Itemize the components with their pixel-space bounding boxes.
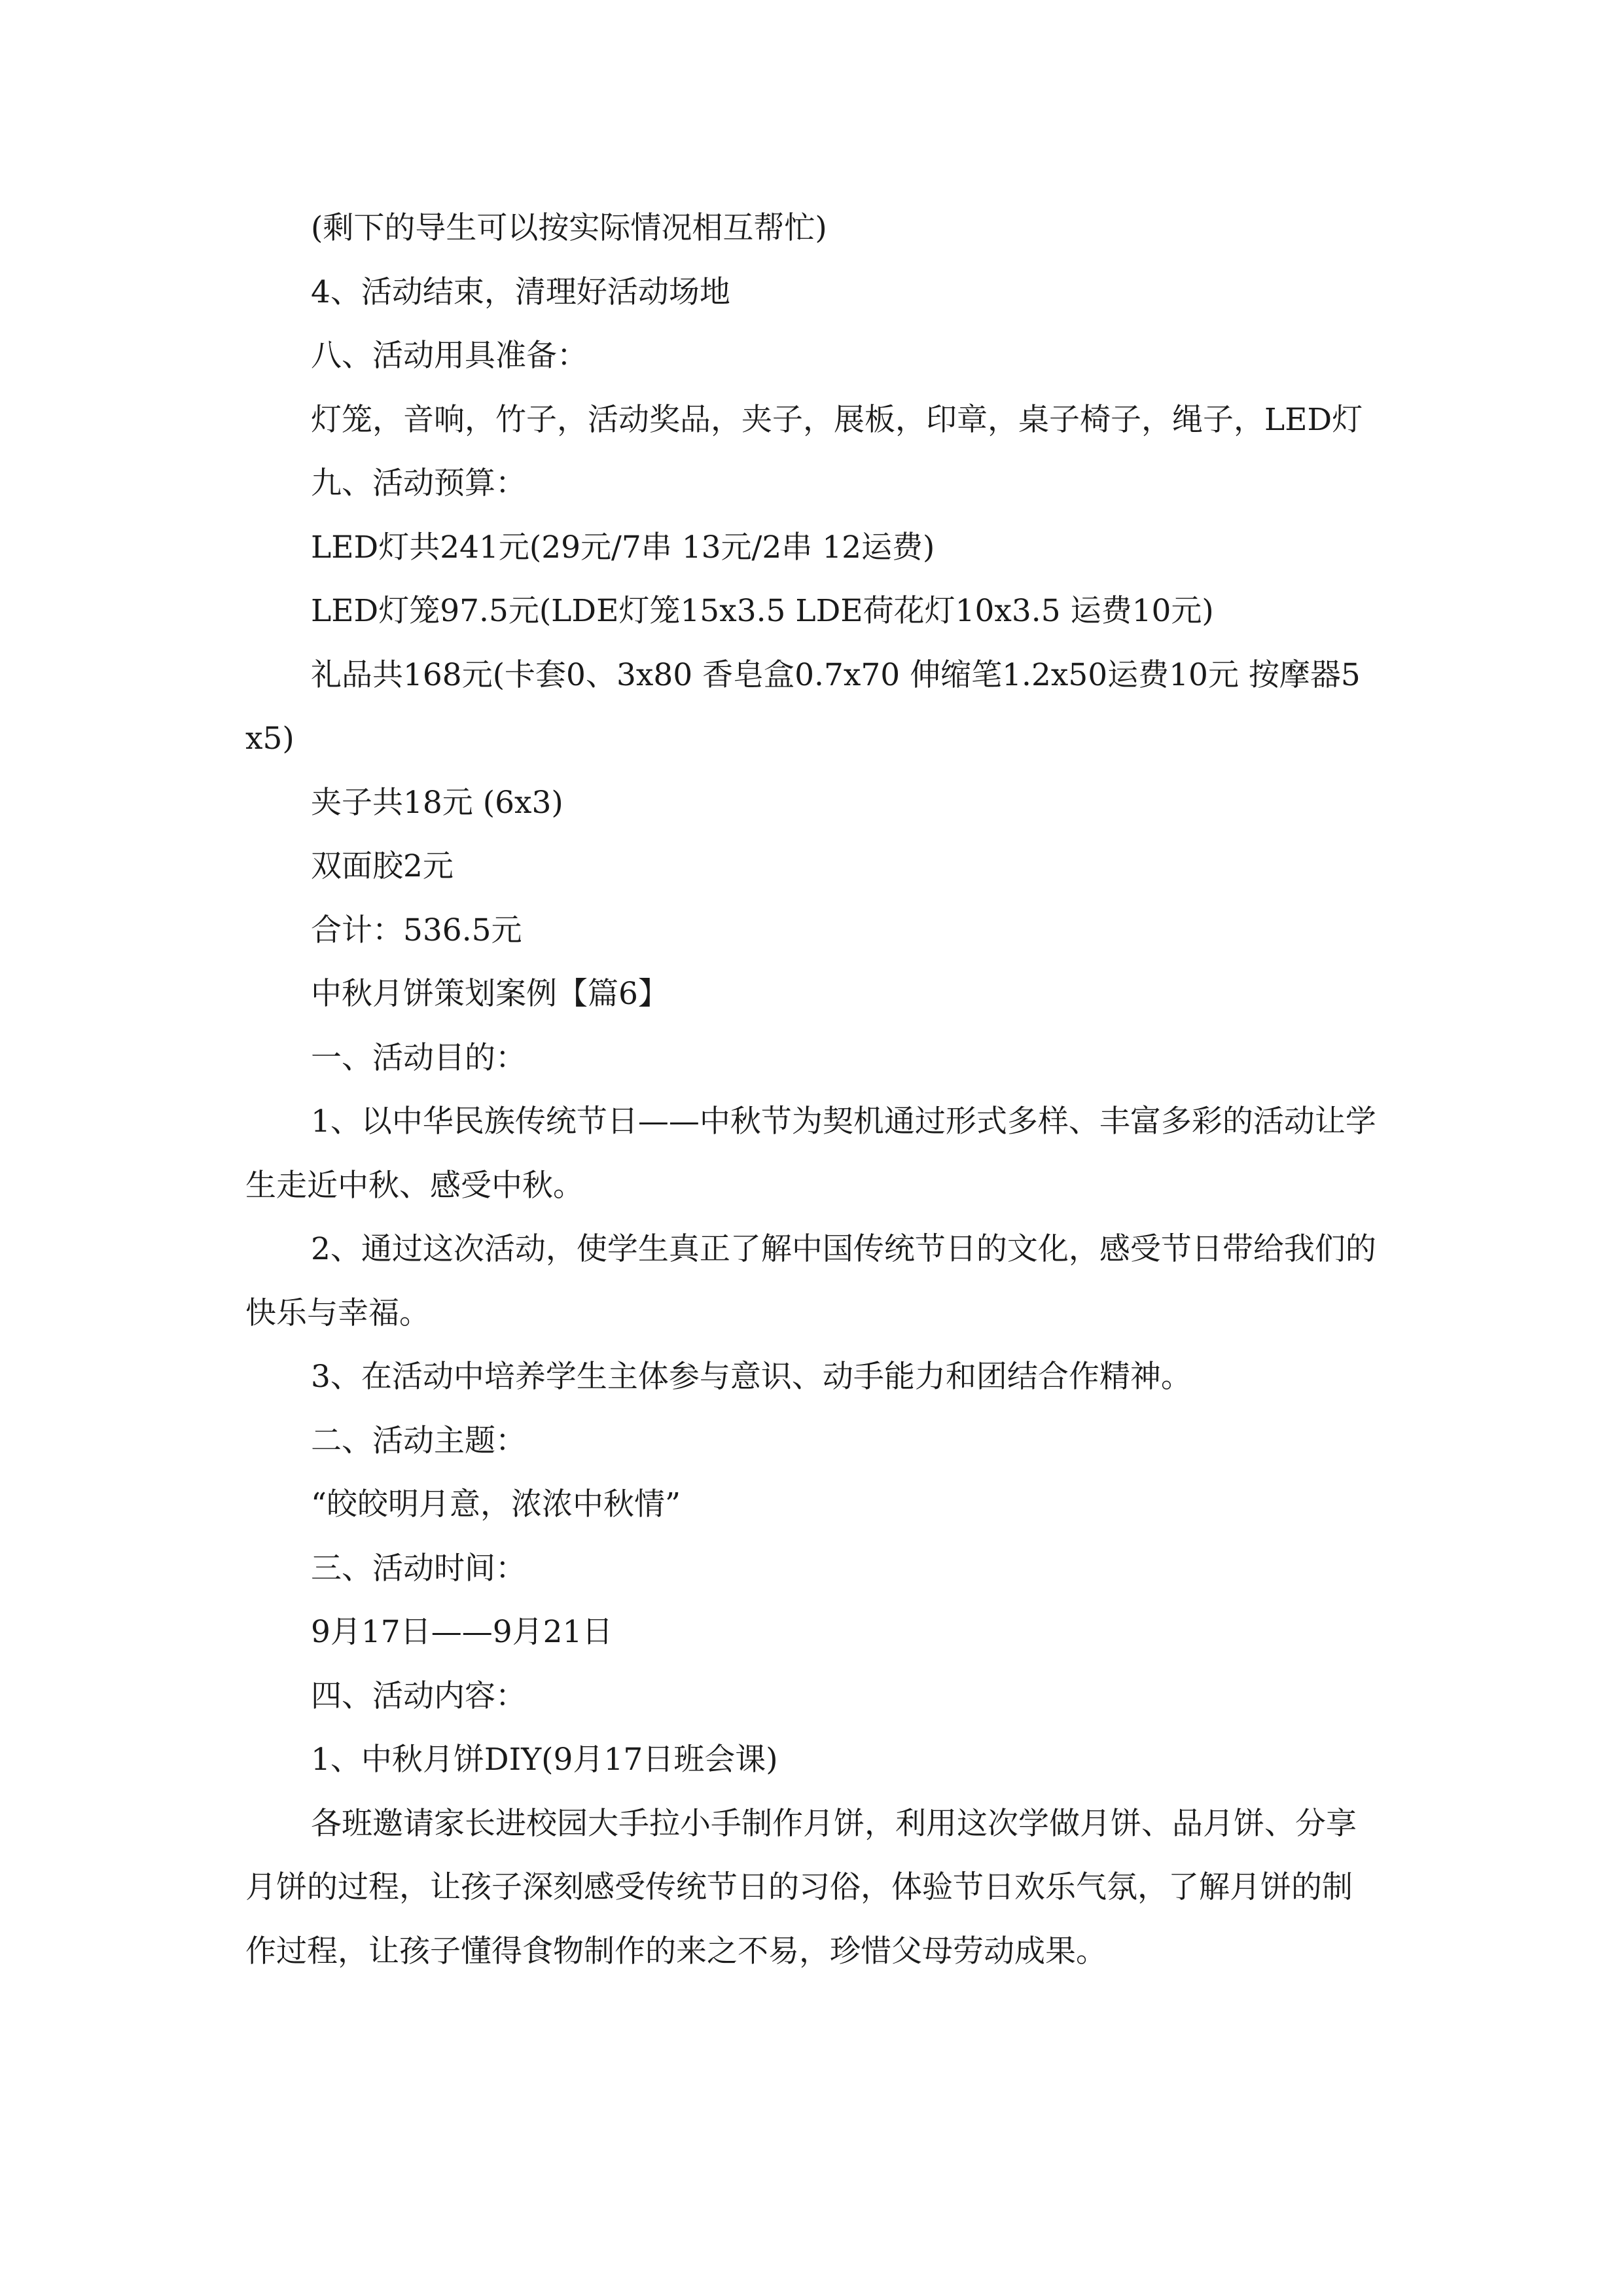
- purpose-item-3: 3、在活动中培养学生主体参与意识、动手能力和团结合作精神。: [311, 1359, 1192, 1395]
- purpose-item-1: 1、以中华民族传统节日——中秋节为契机通过形式多样、丰富多彩的活动让学生走近中秋、感受中秋。: [245, 1103, 1376, 1204]
- budget-led-lights: LED灯共241元(29元/7串 13元/2串 12运费): [311, 529, 935, 565]
- heading-budget: 九、活动预算：: [311, 465, 526, 501]
- paragraph-helpers-note: (剩下的导生可以按实际情况相互帮忙): [311, 210, 827, 246]
- paragraph-equipment-list: 灯笼，音响，竹子，活动奖品，夹子，展板，印章，桌子椅子，绳子，LED灯: [311, 401, 1363, 438]
- budget-gifts: 礼品共168元(卡套0、3x80 香皂盒0.7x70 伸缩笔1.2x50运费10元 按摩器5x5): [245, 656, 1361, 757]
- content-item-1: 1、中秋月饼DIY(9月17日班会课): [311, 1742, 778, 1778]
- budget-clips: 夹子共18元 (6x3): [311, 784, 563, 821]
- heading-theme: 二、活动主题：: [311, 1422, 526, 1459]
- content-item-1-description: 各班邀请家长进校园大手拉小手制作月饼，利用这次学做月饼、品月饼、分享月饼的过程，让孩子深刻感受传统节日的习俗，体验节日欢乐气氛，了解月饼的制作过程，让孩子懂得食物制作的来之不易，珍惜父母劳动成果。: [245, 1805, 1357, 1969]
- paragraph-cleanup: 4、活动结束，清理好活动场地: [311, 274, 730, 310]
- budget-tape: 双面胶2元: [311, 848, 454, 884]
- budget-led-lanterns: LED灯笼97.5元(LDE灯笼15x3.5 LDE荷花灯10x3.5 运费10元): [311, 593, 1214, 629]
- time-range: 9月17日——9月21日: [311, 1614, 613, 1650]
- heading-purpose: 一、活动目的：: [311, 1039, 526, 1076]
- document-body: [245, 196, 1378, 1983]
- purpose-item-2: 2、通过这次活动，使学生真正了解中国传统节日的文化，感受节日带给我们的快乐与幸福。: [245, 1231, 1376, 1331]
- theme-text: “皎皎明月意，浓浓中秋情”: [311, 1486, 681, 1522]
- heading-content: 四、活动内容：: [311, 1677, 526, 1714]
- heading-equipment: 八、活动用具准备：: [311, 338, 588, 374]
- heading-time: 三、活动时间：: [311, 1550, 526, 1587]
- section-title-case-6: 中秋月饼策划案例【篇6】: [311, 976, 669, 1012]
- budget-total: 合计：536.5元: [311, 912, 522, 948]
